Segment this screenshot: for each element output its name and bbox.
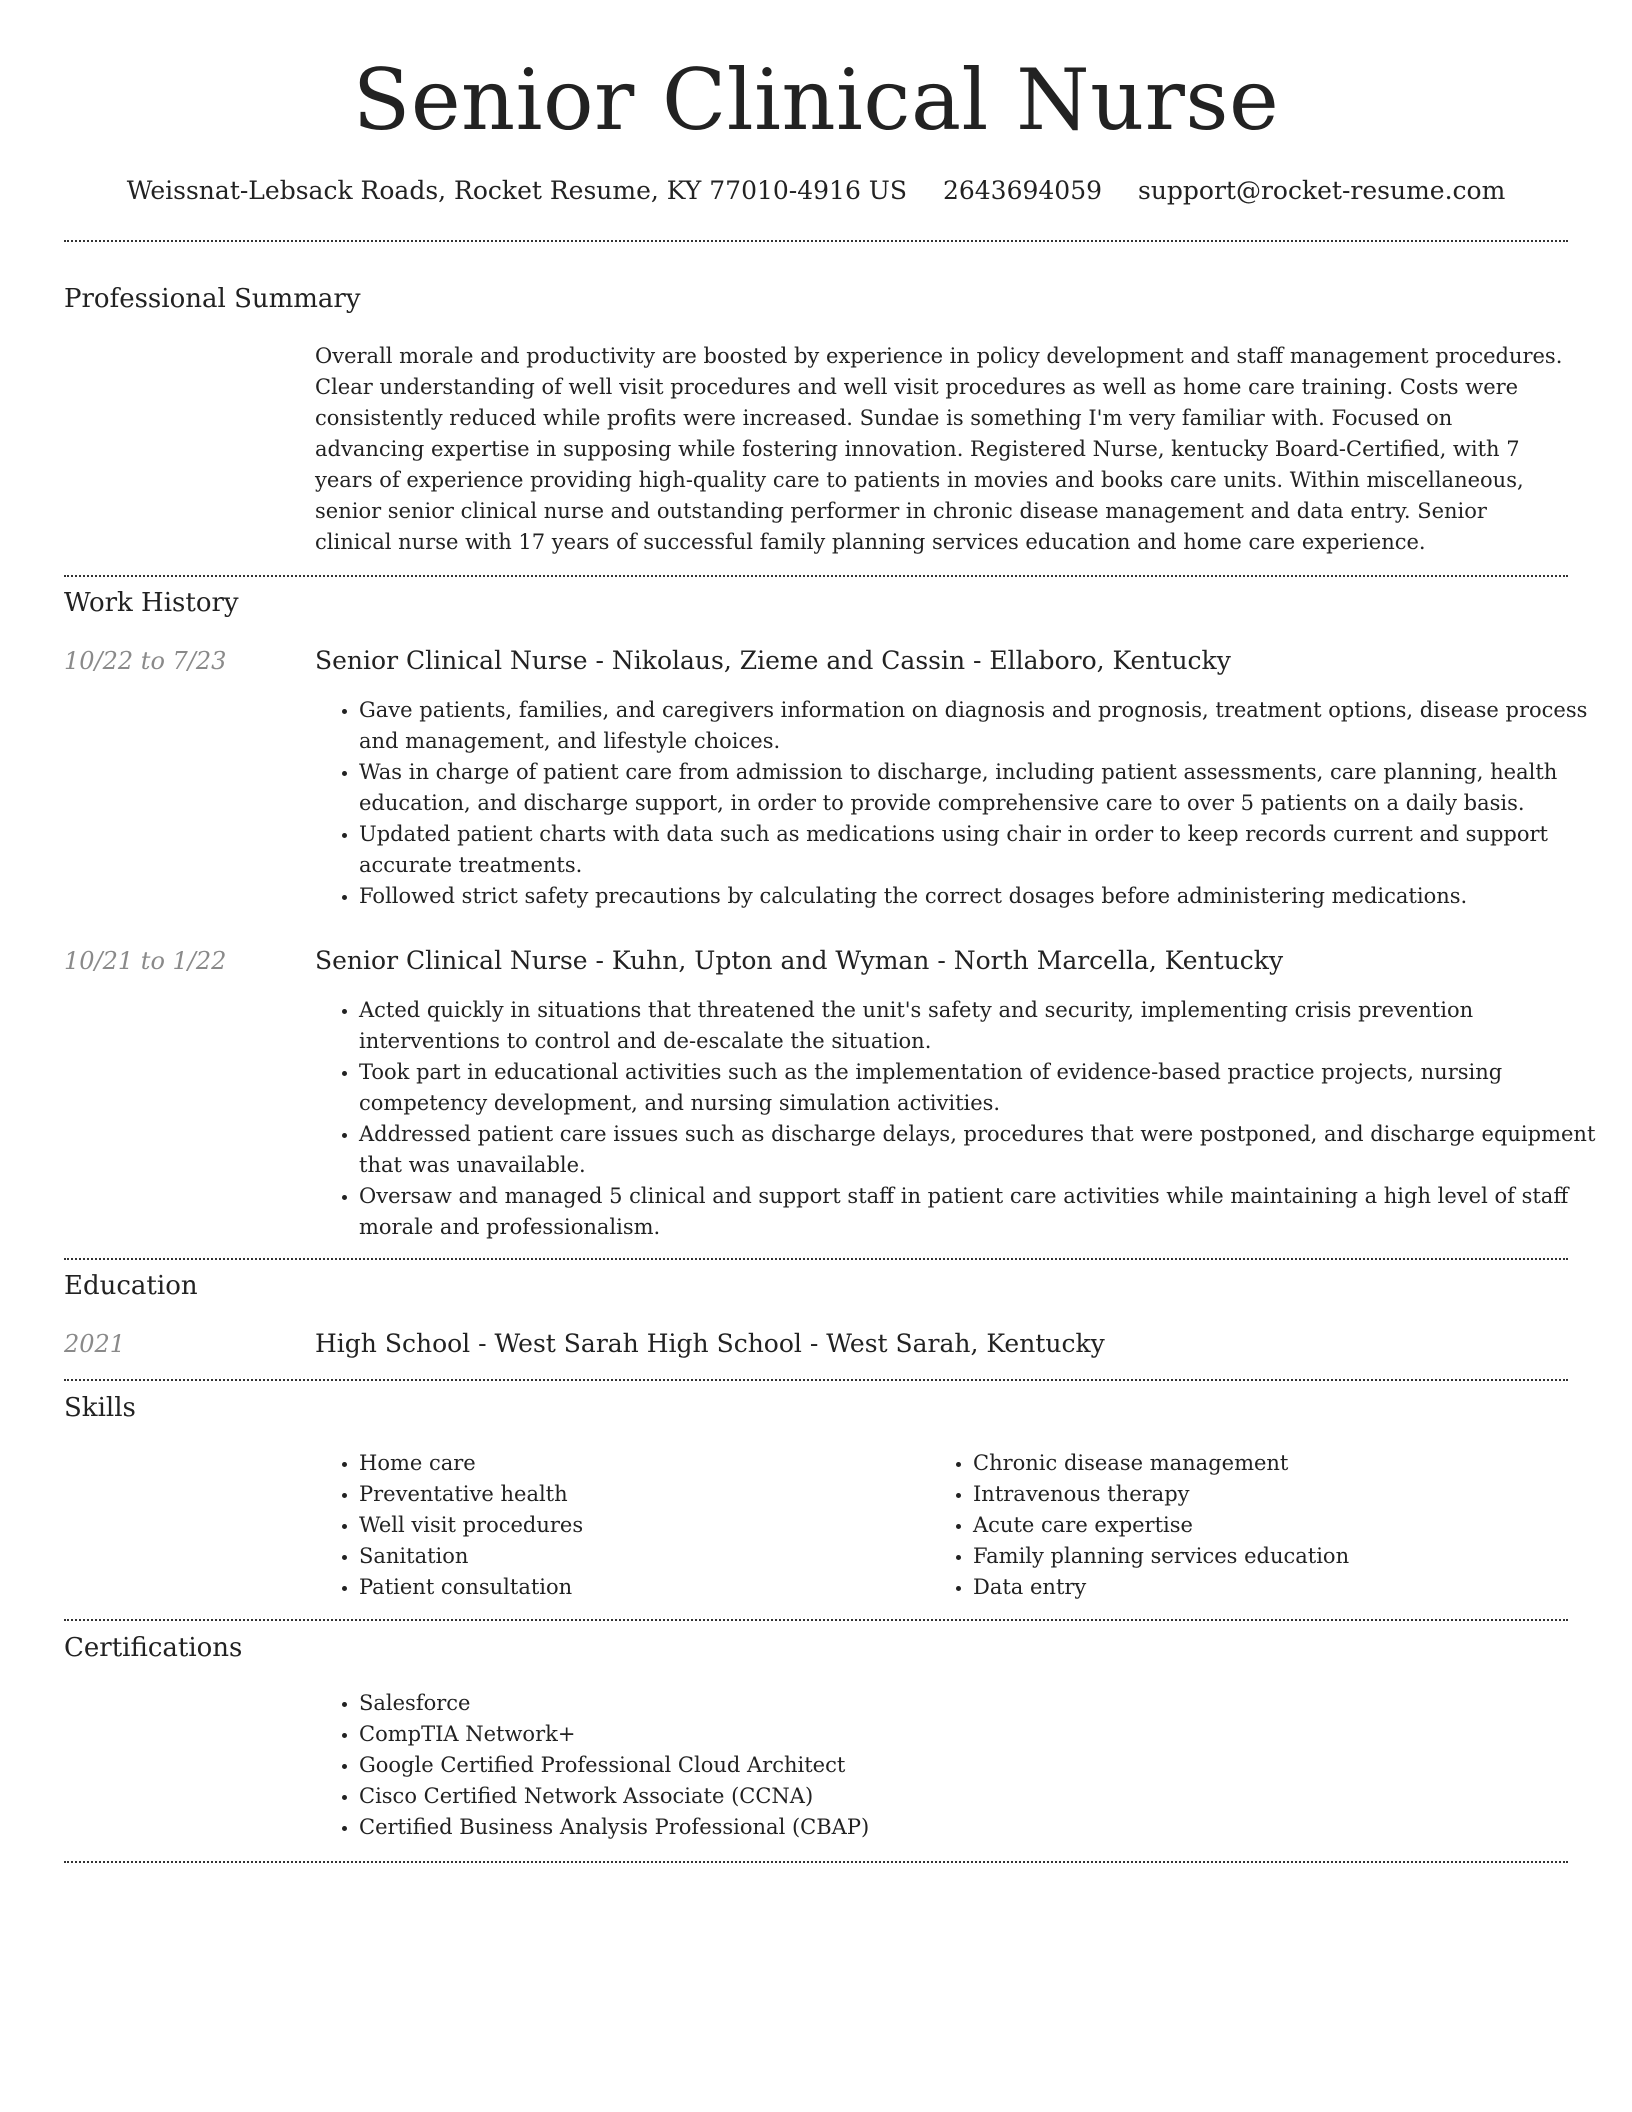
education-heading: Education xyxy=(64,1271,198,1301)
work-history-heading: Work History xyxy=(64,588,239,618)
education-title: High School - West Sarah High School - West Sarah, Kentucky xyxy=(315,1329,1105,1358)
certifications-list xyxy=(315,1688,1612,1843)
job-dates: 10/22 to 7/23 xyxy=(64,647,227,675)
list-item: • Addressed patient care issues such as discharge delays, procedures that were postponed, and discharge equipment that was unavailable. xyxy=(359,1119,1612,1181)
contact-line xyxy=(0,174,1632,208)
certification-item: • Salesforce xyxy=(359,1688,1612,1719)
list-item: • Acted quickly in situations that threatened the unit's safety and security, implementing crisis prevention interventions to control and de-escalate the situation. xyxy=(359,995,1612,1057)
resume-name: Senior Clinical Nurse xyxy=(352,51,1280,149)
job-bullets xyxy=(315,995,1612,1243)
list-item: • Took part in educational activities such as the implementation of evidence-based practice projects, nursing competency development, and nursing simulation activities. xyxy=(359,1057,1612,1119)
skills-list-left xyxy=(315,1448,973,1603)
job-bullets xyxy=(315,695,1612,912)
list-item: • Updated patient charts with data such as medications using chair in order to keep records current and support accurate treatments. xyxy=(359,819,1612,881)
skill-item: • Home care xyxy=(359,1448,973,1479)
skill-item: • Chronic disease management xyxy=(973,1448,1612,1479)
section-divider xyxy=(64,575,1568,577)
summary-heading: Professional Summary xyxy=(64,284,361,314)
certification-item: • CompTIA Network+ xyxy=(359,1719,1612,1750)
certification-item: • Google Certified Professional Cloud Architect xyxy=(359,1750,1612,1781)
skills-heading: Skills xyxy=(64,1393,136,1423)
skill-item: • Sanitation xyxy=(359,1541,973,1572)
certification-item: • Certified Business Analysis Professional (CBAP) xyxy=(359,1812,1612,1843)
skill-item: • Data entry xyxy=(973,1572,1612,1603)
contact-phone: 2643694059 xyxy=(942,176,1103,205)
job-title: Senior Clinical Nurse - Nikolaus, Zieme and Cassin - Ellaboro, Kentucky xyxy=(315,646,1231,675)
section-divider xyxy=(64,1619,1568,1621)
education-date: 2021 xyxy=(64,1330,126,1358)
skill-item: • Preventative health xyxy=(359,1479,973,1510)
skill-item: • Patient consultation xyxy=(359,1572,973,1603)
job-title: Senior Clinical Nurse - Kuhn, Upton and Wyman - North Marcella, Kentucky xyxy=(315,946,1284,975)
list-item: • Gave patients, families, and caregivers information on diagnosis and prognosis, treatment options, disease process and management, and lifestyle choices. xyxy=(359,695,1612,757)
skill-item: • Acute care expertise xyxy=(973,1510,1612,1541)
certifications-heading: Certifications xyxy=(64,1633,243,1663)
list-item: • Followed strict safety precautions by calculating the correct dosages before administering medications. xyxy=(359,881,1612,912)
skill-item: • Well visit procedures xyxy=(359,1510,973,1541)
list-item: • Was in charge of patient care from admission to discharge, including patient assessments, care planning, health education, and discharge support, in order to provide comprehensive care to over 5 patients on a daily basis. xyxy=(359,757,1612,819)
skill-item: • Family planning services education xyxy=(973,1541,1612,1572)
section-divider xyxy=(64,1861,1568,1863)
summary-text: Overall morale and productivity are boosted by experience in policy development and staff management procedures. Clear understanding of well visit procedures and well visit procedures as well as home care training. Costs were consistently reduced while profits were increased. Sundae is something I'm very familiar with. Focused on advancing expertise in supposing while fostering innovation. Registered Nurse, kentucky Board-Certified, with 7 years of experience providing high-quality care to patients in movies and books care units. Within miscellaneous, senior senior clinical nurse and outstanding performer in chronic disease management and data entry. Senior clinical nurse with 17 years of successful family planning services education and home care experience. xyxy=(315,344,1563,554)
contact-email: support@rocket-resume.com xyxy=(1137,176,1506,205)
job-dates: 10/21 to 1/22 xyxy=(64,947,227,975)
contact-address: Weissnat-Lebsack Roads, Rocket Resume, KY 77010-4916 US xyxy=(126,176,908,205)
section-divider xyxy=(64,1379,1568,1381)
section-divider xyxy=(64,240,1568,242)
skills-list-right xyxy=(929,1448,1612,1603)
list-item: • Oversaw and managed 5 clinical and support staff in patient care activities while maintaining a high level of staff morale and professionalism. xyxy=(359,1181,1612,1243)
skill-item: • Intravenous therapy xyxy=(973,1479,1612,1510)
section-divider xyxy=(64,1258,1568,1260)
certification-item: • Cisco Certified Network Associate (CCNA) xyxy=(359,1781,1612,1812)
